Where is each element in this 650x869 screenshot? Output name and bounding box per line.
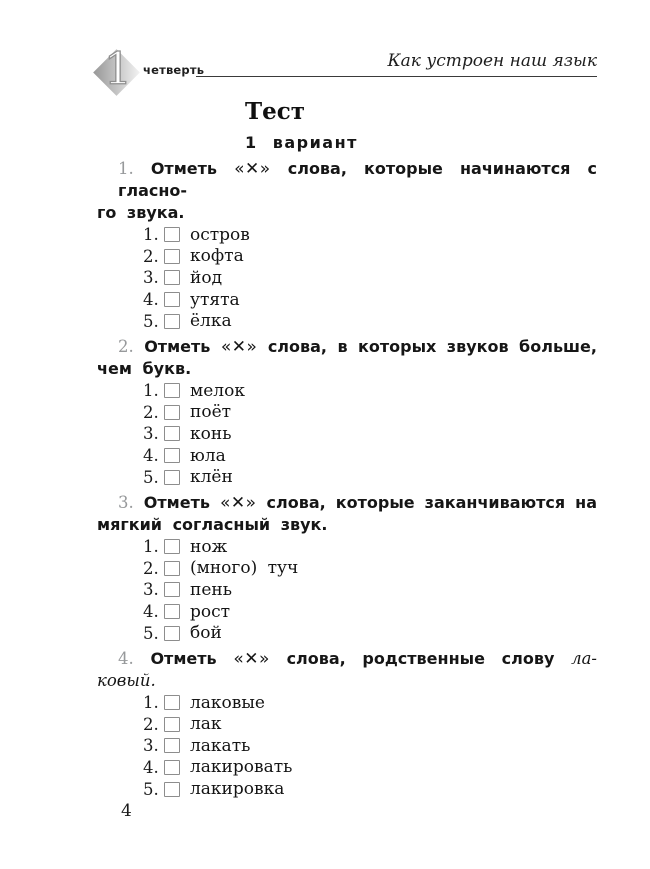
- question-4-line2-italic: ковый.: [97, 670, 156, 690]
- question-2-number: 2.: [118, 336, 134, 356]
- option-row: [97, 267, 597, 289]
- option-number: 5.: [143, 779, 159, 799]
- quarter-label: четверть: [143, 63, 205, 77]
- option-checkbox[interactable]: [164, 695, 180, 710]
- x-mark: «✕»: [220, 336, 258, 357]
- option-checkbox[interactable]: [164, 292, 180, 307]
- question-3-options: [97, 536, 597, 644]
- option-number: 2.: [143, 714, 159, 734]
- question-3: [97, 492, 597, 644]
- option-row: [97, 757, 597, 779]
- option-label: кофта: [190, 246, 244, 267]
- option-number: 4.: [143, 446, 159, 466]
- question-3-post: слова, которые заканчиваются на: [266, 492, 598, 512]
- option-checkbox[interactable]: [164, 249, 180, 264]
- option-checkbox[interactable]: [164, 405, 180, 420]
- question-4-number: 4.: [118, 648, 134, 668]
- option-number: 5.: [143, 311, 159, 331]
- option-row: [97, 714, 597, 736]
- option-row: [97, 692, 597, 714]
- question-3-line2: мягкий согласный звук.: [97, 514, 328, 534]
- option-row: [97, 735, 597, 757]
- option-label: рост: [190, 601, 231, 622]
- question-2-line2: чем букв.: [97, 358, 192, 378]
- option-row: [97, 536, 597, 558]
- option-checkbox[interactable]: [164, 738, 180, 753]
- question-3-pre: Отметь: [143, 492, 210, 512]
- x-mark: «✕»: [233, 648, 270, 669]
- option-label: мелок: [190, 380, 245, 401]
- option-checkbox[interactable]: [164, 314, 180, 329]
- option-label: лакировка: [190, 779, 285, 800]
- question-1-number: 1.: [118, 159, 134, 178]
- option-checkbox[interactable]: [164, 227, 180, 242]
- option-row: [97, 289, 597, 311]
- option-label: утята: [190, 289, 240, 310]
- option-row: [97, 246, 597, 268]
- option-row: [97, 466, 597, 488]
- option-checkbox[interactable]: [164, 426, 180, 441]
- question-2-text-line2: [97, 358, 597, 380]
- header-rule: [196, 76, 597, 77]
- option-label: ёлка: [190, 311, 232, 332]
- question-2-pre: Отметь: [144, 336, 211, 356]
- option-row: [97, 380, 597, 402]
- option-label: нож: [190, 536, 228, 557]
- option-row: [97, 579, 597, 601]
- option-label: йод: [190, 267, 223, 288]
- question-4: [97, 648, 597, 800]
- option-number: 1.: [143, 225, 159, 245]
- option-row: [97, 445, 597, 467]
- quarter-badge-number: 1: [104, 44, 132, 95]
- question-4-options: [97, 692, 597, 800]
- option-label: пень: [190, 579, 232, 600]
- option-checkbox[interactable]: [164, 626, 180, 641]
- option-checkbox[interactable]: [164, 561, 180, 576]
- page-number: 4: [121, 801, 132, 821]
- option-number: 3.: [143, 268, 159, 288]
- option-number: 3.: [143, 736, 159, 756]
- option-number: 3.: [143, 580, 159, 600]
- option-number: 5.: [143, 467, 159, 487]
- question-4-text-line2: [97, 670, 597, 692]
- option-label: (много) туч: [190, 558, 299, 579]
- option-number: 5.: [143, 623, 159, 643]
- question-4-text-line1: [97, 648, 597, 670]
- option-checkbox[interactable]: [164, 383, 180, 398]
- section-title: Как устроен наш язык: [387, 51, 597, 71]
- test-content: [97, 158, 597, 804]
- question-1-options: [97, 224, 597, 332]
- question-3-text-line1: [97, 492, 597, 514]
- option-checkbox[interactable]: [164, 582, 180, 597]
- option-row: [97, 601, 597, 623]
- question-3-number: 3.: [118, 492, 134, 512]
- page-title: Тест: [245, 98, 306, 125]
- option-row: [97, 558, 597, 580]
- option-number: 4.: [143, 290, 159, 310]
- option-number: 3.: [143, 424, 159, 444]
- option-row: [97, 402, 597, 424]
- option-label: конь: [190, 423, 232, 444]
- question-4-post: слова, родственные слову: [286, 648, 555, 668]
- x-mark: «✕»: [219, 492, 257, 513]
- option-label: бой: [190, 623, 222, 644]
- option-label: остров: [190, 224, 250, 245]
- option-number: 1.: [143, 693, 159, 713]
- option-row: [97, 622, 597, 644]
- question-2: [97, 336, 597, 488]
- option-label: юла: [190, 445, 226, 466]
- option-row: [97, 423, 597, 445]
- question-1-line2: го звука.: [97, 203, 185, 222]
- option-label: лаковые: [190, 692, 265, 713]
- option-label: лакать: [190, 735, 251, 756]
- option-row: [97, 778, 597, 800]
- question-1-text-line2: [97, 202, 597, 224]
- option-label: лак: [190, 714, 222, 735]
- question-2-options: [97, 380, 597, 488]
- question-4-post-italic: ла-: [571, 648, 598, 668]
- option-checkbox[interactable]: [164, 604, 180, 619]
- option-checkbox[interactable]: [164, 539, 180, 554]
- option-number: 2.: [143, 402, 159, 422]
- question-1-text-line1: [97, 158, 597, 202]
- option-number: 2.: [143, 558, 159, 578]
- x-mark: «✕»: [234, 159, 271, 179]
- option-checkbox[interactable]: [164, 448, 180, 463]
- option-label: поёт: [190, 402, 232, 423]
- option-row: [97, 224, 597, 246]
- option-row: [97, 310, 597, 332]
- option-label: лакировать: [190, 757, 293, 778]
- question-2-post: слова, в которых звуков больше,: [267, 336, 597, 356]
- option-number: 4.: [143, 602, 159, 622]
- option-checkbox[interactable]: [164, 270, 180, 285]
- option-number: 2.: [143, 246, 159, 266]
- question-1-post: слова, которые начинаются с гласно-: [118, 159, 597, 200]
- option-number: 1.: [143, 381, 159, 401]
- question-4-pre: Отметь: [150, 648, 217, 668]
- option-checkbox[interactable]: [164, 717, 180, 732]
- option-label: клён: [190, 467, 233, 488]
- question-2-text-line1: [97, 336, 597, 358]
- option-checkbox[interactable]: [164, 760, 180, 775]
- option-checkbox[interactable]: [164, 782, 180, 797]
- option-number: 1.: [143, 537, 159, 557]
- option-number: 4.: [143, 757, 159, 777]
- question-3-text-line2: [97, 514, 597, 536]
- variant-label: 1 вариант: [245, 133, 358, 152]
- question-1-pre: Отметь: [150, 159, 218, 178]
- question-1: [97, 158, 597, 332]
- option-checkbox[interactable]: [164, 470, 180, 485]
